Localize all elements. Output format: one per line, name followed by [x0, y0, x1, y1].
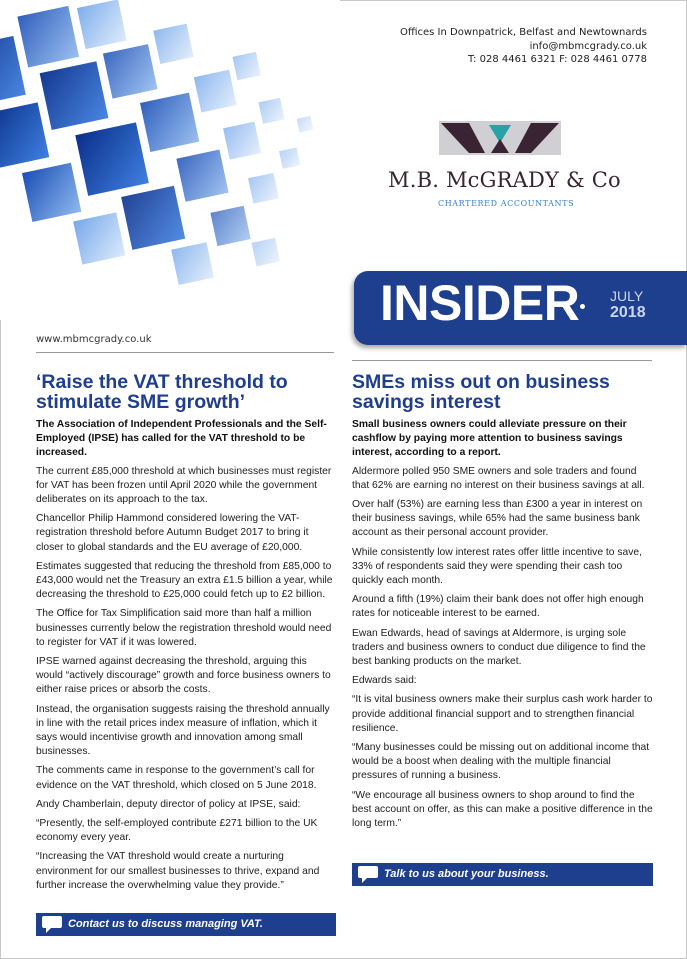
article-paragraph: IPSE warned against decreasing the threshold, arguing this would “actively discourage” growth and force business owners to either raise prices or absorb the costs.	[36, 656, 331, 696]
banner-year: 2018	[610, 304, 646, 321]
cta-label: Contact us to discuss managing VAT.	[68, 918, 263, 930]
banner-title: INSIDER	[380, 275, 580, 331]
banner-month: JULY	[610, 288, 644, 304]
speech-bubble-icon	[42, 916, 62, 933]
article-paragraph: Ewan Edwards, head of savings at Aldermore, is urging sole traders and business owners to conduct due diligence to find the best banking products on the market.	[352, 627, 646, 668]
article-paragraph: Over half (53%) are earning less than £300 a year in interest on their business savings, while 65% had the same business bank account as their personal account provider.	[352, 499, 643, 539]
firm-name: M.B. McGRADY & Co	[388, 168, 621, 192]
website-link[interactable]: www.mbmcgrady.co.uk	[36, 334, 152, 345]
article-paragraph: “We encourage all business owners to shop around to find the best account on offer, as this can make a positive difference in the long term.”	[352, 789, 653, 830]
article-paragraph: The comments came in response to the government’s call for evidence on the VAT threshold, which closed on 5 June 2018.	[36, 765, 317, 791]
divider	[36, 352, 334, 353]
article-paragraph: Aldermore polled 950 SME owners and sole traders and found that 62% are earning no interest on their business savings at all.	[352, 465, 645, 491]
article-title: ‘Raise the VAT threshold to stimulate SME growth’	[36, 371, 288, 413]
article-intro: The Association of Independent Professionals and the Self-Employed (IPSE) has called for the VAT threshold to be increased.	[36, 419, 327, 459]
banner-dot	[580, 304, 585, 309]
article-paragraph: Instead, the organisation suggests raising the threshold annually in line with the retail prices index measure of inflation, which it says would incentivise growth and innovation among small businesses.	[36, 703, 330, 758]
contact-vat-cta-button[interactable]	[36, 913, 336, 936]
article-paragraph: The Office for Tax Simplification said more than half a million businesses currently below the registration threshold would need to register for VAT if it was lowered.	[36, 608, 332, 648]
article-paragraph: Estimates suggested that reducing the threshold from £85,000 to £43,000 would net the Treasury an extra £1.5 billion a year, while decreasing the threshold to £25,000 could fetch up to £2 billion.	[36, 560, 333, 601]
article-paragraph: The current £85,000 threshold at which businesses must register for VAT has been frozen until April 2020 while the government deliberates on its approach to the tax.	[36, 465, 332, 506]
article-paragraph: “It is vital business owners make their surplus cash work harder to provide additional financial support and to strengthen financial resilience.	[352, 694, 653, 734]
article-paragraph: Chancellor Philip Hammond considered lowering the VAT-registration threshold before Autumn Budget 2017 to bring it closer to global standards and the EU average of £20,000.	[36, 513, 309, 553]
article-intro: Small business owners could alleviate pressure on their cashflow by paying more attention to business savings interest, according to a report.	[352, 419, 627, 459]
article-paragraph: Around a fifth (19%) claim their bank does not offer high enough rates for noticeable interest to be earned.	[352, 594, 644, 620]
article-paragraph: Edwards said:	[352, 675, 417, 687]
insider-banner	[354, 271, 687, 345]
offices-text: Offices In Downpatrick, Belfast and Newtownards	[399, 27, 647, 38]
right-article	[352, 372, 654, 836]
article-paragraph: Andy Chamberlain, deputy director of policy at IPSE, said:	[36, 798, 301, 810]
cta-label: Talk to us about your business.	[384, 868, 549, 880]
contact-details	[400, 26, 647, 67]
article-paragraph: “Many businesses could be missing out on additional income that would be a boost when dealing with the multiple financial pressures of running a business.	[352, 742, 650, 782]
blue-cubes-graphic	[0, 0, 340, 320]
speech-bubble-icon	[358, 866, 378, 883]
article-paragraph: “Presently, the self-employed contribute £271 billion to the UK economy every year.	[36, 818, 318, 844]
left-article	[36, 372, 336, 898]
mcgrady-logo-icon	[439, 121, 561, 155]
article-paragraph: While consistently low interest rates offer little incentive to save, 33% of respondents said they were spending their cash too quickly each month.	[352, 546, 642, 587]
email-link[interactable]: info@mbmcgrady.co.uk	[529, 40, 647, 52]
article-paragraph: “Increasing the VAT threshold would create a nurturing environment for our smallest businesses to thrive, expand and further increase the overwhelming value they provide.”	[36, 851, 320, 891]
firm-subtitle: CHARTERED ACCOUNTANTS	[438, 199, 575, 208]
talk-business-cta-button[interactable]	[352, 863, 653, 886]
divider	[352, 360, 652, 361]
article-title: SMEs miss out on business savings interest	[352, 371, 610, 413]
phone-fax-text: T: 028 4461 6321 F: 028 4461 0778	[468, 54, 647, 65]
